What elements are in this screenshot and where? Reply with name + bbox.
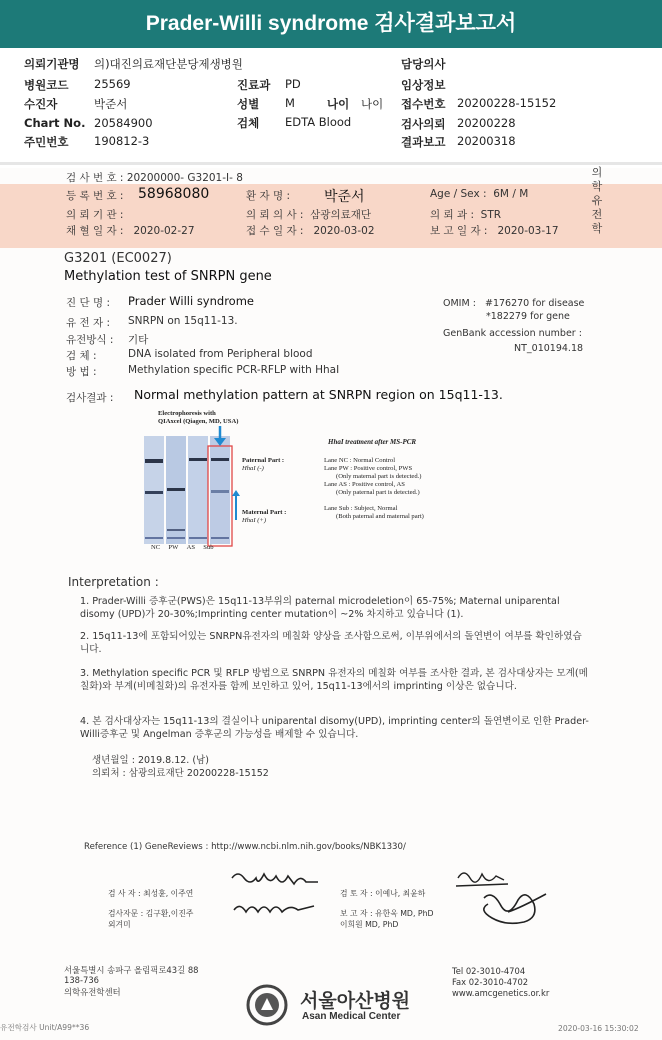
sex-value: M xyxy=(285,96,295,110)
institution-label: 의뢰기관명 xyxy=(24,57,80,71)
hospital-logo-icon xyxy=(246,984,288,1026)
interpretation-p1: 1. Prader-Willi 증후군(PWS)은 15q11-13부위의 paternal microdeletion이 65-75%; Maternal uniparental disomy (UPD)가 20-30%;Imprinting center mutation이 ~2% 차지하고 있습니다 (1). xyxy=(80,596,560,620)
website: www.amcgenetics.or.kr xyxy=(452,988,550,998)
reviewer-signature xyxy=(448,864,558,936)
inherit-label: 유전방식 : xyxy=(66,334,114,346)
section-separator xyxy=(0,162,662,165)
dob: 생년월일 : 2019.8.12. (남) xyxy=(92,755,209,766)
report-date: 보 고 일 자 : 2020-03-17 xyxy=(430,225,559,237)
inherit-value: 기타 xyxy=(128,334,149,346)
legend-body: Lane NC : Normal Control Lane PW : Positive control, PWS (Only maternal part is detected.) Lane AS : Positive control, AS (Only paternal part is detected.) Lane Sub : Subject, Normal (Both paternal and maternal part) xyxy=(324,457,424,520)
genbank-value: NT_010194.18 xyxy=(514,343,584,354)
collect-date: 채 혈 일 자 : 2020-02-27 xyxy=(66,225,195,237)
request-label: 검사의뢰 xyxy=(401,117,446,131)
receive-date: 접 수 일 자 : 2020-03-02 xyxy=(246,225,375,237)
tester-signature xyxy=(228,866,328,930)
maternal-label: Maternal Part : HhaI (+) xyxy=(242,509,287,524)
reviewer-line: 검 토 자 : 이예나, 최윤하 xyxy=(340,889,426,898)
specimen-method-value: DNA isolated from Peripheral blood xyxy=(128,348,313,360)
genbank-label: GenBank accession number : xyxy=(443,328,582,339)
result-value: Normal methylation pattern at SNRPN region on 15q11-13. xyxy=(134,387,503,402)
method-label: 방 법 : xyxy=(66,366,97,378)
tester-line: 검 사 자 : 최성휸, 이주연 xyxy=(108,889,194,898)
reporter-line: 보 고 자 : 유한욱 MD, PhD xyxy=(340,909,434,918)
test-name: Methylation test of SNRPN gene xyxy=(64,269,272,284)
rrn-value: 190812-3 xyxy=(94,134,150,148)
result-label: 검사결과 : xyxy=(66,392,114,404)
interpretation-p4: 4. 본 검사대상자는 15q11-13의 결실이나 uniparental disomy(UPD), imprinting center의 돌연변이로 인한 Prader-Willi증후군 및 Angelman 증후군의 가능성을 배제할 수 있습니다. xyxy=(80,716,589,740)
age-label: 나이 xyxy=(327,97,350,111)
specimen-label: 검체 xyxy=(237,116,260,130)
test-code: G3201 (EC0027) xyxy=(64,251,172,266)
gene-label: 유 전 자 : xyxy=(66,317,110,329)
institution-value: 의)대진의료재단분당제생병원 xyxy=(94,57,243,71)
hospital-name-en: Asan Medical Center xyxy=(302,1011,401,1022)
receipt-value: 20200228-15152 xyxy=(457,96,557,110)
report-value: 20200318 xyxy=(457,134,516,148)
omim-disease: #176270 for disease xyxy=(485,298,585,309)
consult-line: 검사자문 : 김구환,이진주 xyxy=(108,909,194,918)
address-3: 의학유전학센터 xyxy=(64,987,121,997)
req-doctor: 의 뢰 의 사 : 삼광의료재단 xyxy=(246,209,372,221)
receipt-label: 접수번호 xyxy=(401,97,446,111)
bottom-left-code: 유전학검사 Unit/A99**36 xyxy=(0,1023,90,1032)
age-value: 나이 xyxy=(361,97,384,111)
interpretation-heading: Interpretation : xyxy=(68,575,159,589)
institute: 의 뢰 과 : STR xyxy=(430,209,502,221)
dept-label: 진료과 xyxy=(237,78,271,92)
examinee-label: 수진자 xyxy=(24,97,58,111)
requester-label: 의 뢰 기 관 : xyxy=(66,209,124,221)
dx-label: 진 단 명 : xyxy=(66,297,110,309)
vertical-dept-label: 의 학 유 전 학 xyxy=(591,166,603,235)
interpretation-p2: 2. 15q11-13에 포함되어있는 SNRPN유전자의 메칠화 양상을 조사함으로써, 이부위에서의 돌연변이 여부를 확인하였습니다. xyxy=(80,631,582,655)
omim-label: OMIM : xyxy=(443,298,476,309)
lane-as xyxy=(188,436,208,544)
specimen-value: EDTA Blood xyxy=(285,115,352,129)
omim-gene: *182279 for gene xyxy=(486,311,570,322)
paternal-label: Paternal Part : HhaI (-) xyxy=(242,457,285,472)
specimen-method-label: 검 체 : xyxy=(66,350,97,362)
age-sex: Age / Sex : 6M / M xyxy=(430,188,529,200)
hospital-code-label: 병원코드 xyxy=(24,78,69,92)
rrn-label: 주민번호 xyxy=(24,135,69,149)
reporter-line-2: 이희원 MD, PhD xyxy=(340,920,399,929)
sex-label: 성별 xyxy=(237,97,260,111)
hospital-code-value: 25569 xyxy=(94,77,131,91)
gel-image xyxy=(140,426,340,556)
chart-label: Chart No. xyxy=(24,116,86,130)
report-label: 결과보고 xyxy=(401,135,446,149)
reference: Reference (1) GeneReviews : http://www.ncbi.nlm.nih.gov/books/NBK1330/ xyxy=(84,842,406,852)
patient-label: 환 자 명 : xyxy=(246,190,290,202)
requester-line: 의뢰처 : 삼광의료재단 20200228-15152 xyxy=(92,768,269,779)
legend-title: HhaI treatment after MS-PCR xyxy=(328,438,417,446)
fax: Fax 02-3010-4702 xyxy=(452,977,529,987)
chart-value: 20584900 xyxy=(94,116,153,130)
gene-value: SNRPN on 15q11-13. xyxy=(128,315,238,327)
gel-lanes xyxy=(144,436,230,544)
dx-value: Prader Willi syndrome xyxy=(128,294,254,308)
tel: Tel 02-3010-4704 xyxy=(452,966,526,976)
reg-no-value: 58968080 xyxy=(138,186,210,202)
examinee-value: 박준서 xyxy=(94,97,128,111)
test-no: 검 사 번 호 : 20200000- G3201-I- 8 xyxy=(66,172,243,184)
gel-title: Electrophoresis with QIAxcel (Qiagen, MD, USA) xyxy=(158,410,239,425)
lane-labels: NC PW AS Sub xyxy=(151,544,214,551)
reg-no-label: 등 록 번 호 : xyxy=(66,190,124,202)
consult-line-2: 외겨미 xyxy=(108,920,131,929)
clinical-info-label: 임상정보 xyxy=(401,78,446,92)
hospital-name-ko: 서울아산병원 xyxy=(300,990,411,1012)
patient-value: 박준서 xyxy=(324,189,365,205)
bottom-right-timestamp: 2020-03-16 15:30:02 xyxy=(558,1024,639,1033)
address-2: 138-736 xyxy=(64,975,99,985)
report-title: Prader-Willi syndrome 검사결과보고서 xyxy=(0,0,662,48)
interpretation-p3: 3. Methylation specific PCR 및 RFLP 방법으로 SNRPN 유전자의 메칠화 여부를 조사한 결과, 본 검사대상자는 모계(메칠화)와 부계(비메칠화)의 유전자를 함께 보인하고 있어, 15q11-13에서의 imprinting 이상은 없습니다. xyxy=(80,668,588,692)
dept-value: PD xyxy=(285,77,301,91)
address-1: 서울특별시 송파구 올림픽로43길 88 xyxy=(64,965,199,975)
request-value: 20200228 xyxy=(457,116,516,130)
method-value: Methylation specific PCR-RFLP with HhaI xyxy=(128,364,340,376)
lane-nc xyxy=(144,436,164,544)
doctor-label: 담당의사 xyxy=(401,57,446,71)
